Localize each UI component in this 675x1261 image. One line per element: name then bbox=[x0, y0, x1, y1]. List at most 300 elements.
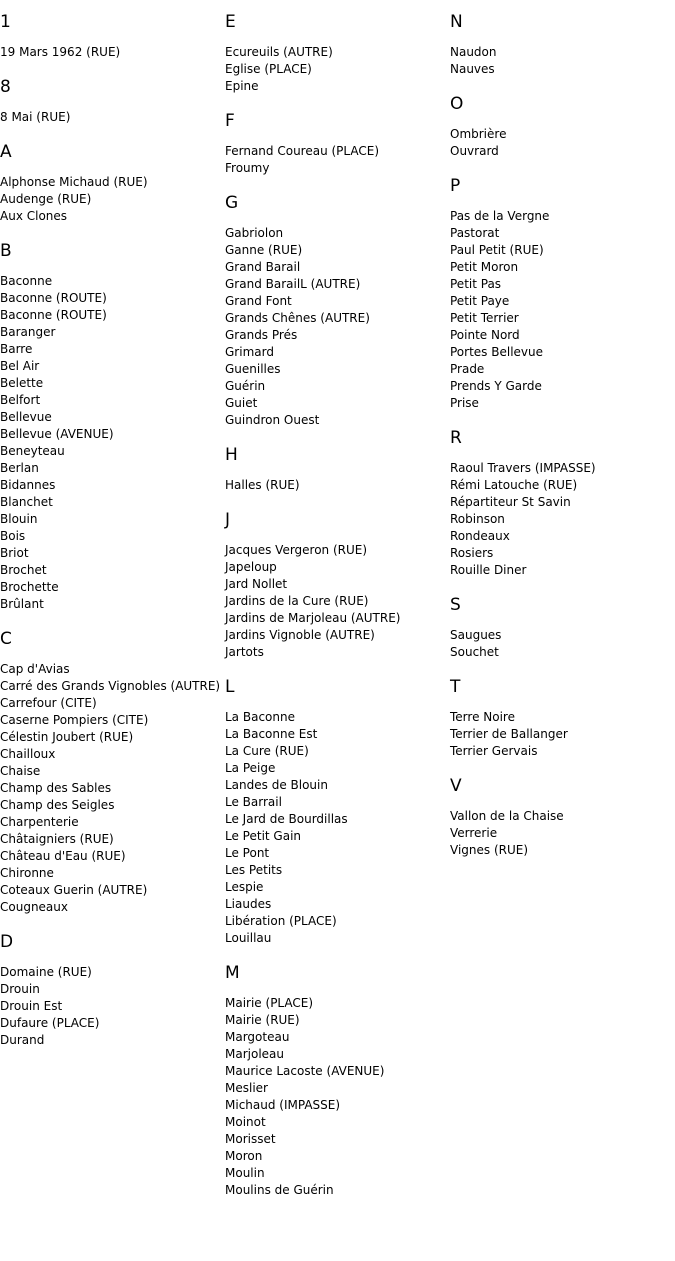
street-list-item bbox=[450, 511, 675, 528]
street-link-moron[interactable]: Moron bbox=[225, 1149, 263, 1163]
street-list-item bbox=[0, 545, 225, 562]
street-list-item bbox=[450, 825, 675, 842]
street-link-ecureuils-autre[interactable]: Ecureuils (AUTRE) bbox=[225, 45, 333, 59]
street-link-petit-moron[interactable]: Petit Moron bbox=[450, 260, 519, 274]
letter-heading: O bbox=[450, 94, 464, 114]
street-list-item bbox=[225, 78, 450, 95]
street-link-verrerie[interactable]: Verrerie bbox=[450, 826, 498, 840]
street-link-marjoleau[interactable]: Marjoleau bbox=[225, 1047, 284, 1061]
street-link-mairie-rue[interactable]: Mairie (RUE) bbox=[225, 1013, 300, 1027]
street-link-chaise[interactable]: Chaise bbox=[0, 764, 41, 778]
street-list-item bbox=[225, 344, 450, 361]
street-list-item bbox=[0, 899, 225, 916]
street-link-carre-des-grands-vignobles-autre[interactable]: Carré des Grands Vignobles (AUTRE) bbox=[0, 679, 221, 693]
street-list-item bbox=[225, 1114, 450, 1131]
street-list-item bbox=[0, 848, 225, 865]
letter-group-s bbox=[450, 595, 675, 661]
street-link-baconne-route[interactable]: Baconne (ROUTE) bbox=[0, 291, 107, 305]
street-list-item bbox=[225, 276, 450, 293]
street-link-moulins-de-guerin[interactable]: Moulins de Guérin bbox=[225, 1183, 334, 1197]
street-list-item bbox=[225, 627, 450, 644]
street-link-souchet[interactable]: Souchet bbox=[450, 645, 499, 659]
street-link-portes-bellevue[interactable]: Portes Bellevue bbox=[450, 345, 543, 359]
street-link-coteaux-guerin-autre[interactable]: Coteaux Guerin (AUTRE) bbox=[0, 883, 148, 897]
street-link-le-jard-de-bourdillas[interactable]: Le Jard de Bourdillas bbox=[225, 812, 348, 826]
street-link-bois[interactable]: Bois bbox=[0, 529, 26, 543]
street-list bbox=[225, 44, 450, 95]
street-link-les-petits[interactable]: Les Petits bbox=[225, 863, 283, 877]
street-list-item bbox=[225, 760, 450, 777]
street-link-pointe-nord[interactable]: Pointe Nord bbox=[450, 328, 520, 342]
street-list-item bbox=[0, 596, 225, 613]
street-link-jartots[interactable]: Jartots bbox=[225, 645, 264, 659]
letter-group-n bbox=[450, 12, 675, 78]
street-list-item bbox=[450, 808, 675, 825]
letter-group-l bbox=[225, 677, 450, 947]
street-list-item bbox=[0, 562, 225, 579]
street-link-barre[interactable]: Barre bbox=[0, 342, 33, 356]
street-list-item bbox=[225, 576, 450, 593]
street-link-rondeaux[interactable]: Rondeaux bbox=[450, 529, 510, 543]
street-link-la-cure-rue[interactable]: La Cure (RUE) bbox=[225, 744, 309, 758]
street-link-guerin[interactable]: Guérin bbox=[225, 379, 266, 393]
street-link-bellevue-avenue[interactable]: Bellevue (AVENUE) bbox=[0, 427, 114, 441]
street-list-item bbox=[450, 627, 675, 644]
street-link-aux-clones[interactable]: Aux Clones bbox=[0, 209, 68, 223]
street-link-belfort[interactable]: Belfort bbox=[0, 393, 41, 407]
letter-group-g bbox=[225, 193, 450, 429]
street-link-naudon[interactable]: Naudon bbox=[450, 45, 497, 59]
letter-group-a bbox=[0, 142, 225, 225]
street-list-item bbox=[225, 160, 450, 177]
letter-heading: 8 bbox=[0, 77, 11, 97]
street-list-item bbox=[450, 44, 675, 61]
letter-heading: B bbox=[0, 241, 12, 261]
street-list-item bbox=[450, 726, 675, 743]
street-list-item bbox=[225, 1029, 450, 1046]
street-list-item bbox=[0, 528, 225, 545]
letter-heading: T bbox=[450, 677, 461, 697]
street-list-item bbox=[0, 763, 225, 780]
letter-heading: 1 bbox=[0, 12, 11, 32]
street-list bbox=[0, 174, 225, 225]
letter-heading: C bbox=[0, 629, 12, 649]
letter-heading: P bbox=[450, 176, 461, 196]
street-link-pastorat[interactable]: Pastorat bbox=[450, 226, 500, 240]
street-list-item bbox=[0, 579, 225, 596]
street-list-item bbox=[450, 126, 675, 143]
street-link-chateau-d-eau-rue[interactable]: Château d'Eau (RUE) bbox=[0, 849, 126, 863]
street-list-item bbox=[450, 562, 675, 579]
street-list bbox=[450, 627, 675, 661]
letter-heading: L bbox=[225, 677, 235, 697]
street-link-grand-barail[interactable]: Grand Barail bbox=[225, 260, 301, 274]
street-link-fernand-coureau-place[interactable]: Fernand Coureau (PLACE) bbox=[225, 144, 380, 158]
street-link-domaine-rue[interactable]: Domaine (RUE) bbox=[0, 965, 92, 979]
street-list-item bbox=[0, 831, 225, 848]
street-list-item bbox=[450, 293, 675, 310]
letter-group-o bbox=[450, 94, 675, 160]
letter-group-h bbox=[225, 445, 450, 494]
street-link-bidannes[interactable]: Bidannes bbox=[0, 478, 56, 492]
street-link-grands-pres[interactable]: Grands Prés bbox=[225, 328, 298, 342]
street-link-jacques-vergeron-rue[interactable]: Jacques Vergeron (RUE) bbox=[225, 543, 368, 557]
street-link-maurice-lacoste-avenue[interactable]: Maurice Lacoste (AVENUE) bbox=[225, 1064, 385, 1078]
street-link-grimard[interactable]: Grimard bbox=[225, 345, 274, 359]
street-link-jardins-vignoble-autre[interactable]: Jardins Vignoble (AUTRE) bbox=[225, 628, 375, 642]
street-link-terre-noire[interactable]: Terre Noire bbox=[450, 710, 515, 724]
street-link-landes-de-blouin[interactable]: Landes de Blouin bbox=[225, 778, 328, 792]
street-list-item bbox=[0, 661, 225, 678]
street-list bbox=[450, 460, 675, 579]
street-list-item bbox=[450, 242, 675, 259]
street-list-item bbox=[225, 143, 450, 160]
street-list-item bbox=[225, 913, 450, 930]
street-list-item bbox=[225, 811, 450, 828]
street-link-prade[interactable]: Prade bbox=[450, 362, 485, 376]
letter-heading: E bbox=[225, 12, 236, 32]
street-link-beneyteau[interactable]: Beneyteau bbox=[0, 444, 65, 458]
street-link-la-peige[interactable]: La Peige bbox=[225, 761, 276, 775]
street-link-19-mars-1962-rue[interactable]: 19 Mars 1962 (RUE) bbox=[0, 45, 121, 59]
street-link-froumy[interactable]: Froumy bbox=[225, 161, 270, 175]
street-link-chailloux[interactable]: Chailloux bbox=[0, 747, 56, 761]
street-link-petit-pas[interactable]: Petit Pas bbox=[450, 277, 502, 291]
street-list-item bbox=[225, 896, 450, 913]
street-list bbox=[450, 44, 675, 78]
street-link-michaud-impasse[interactable]: Michaud (IMPASSE) bbox=[225, 1098, 341, 1112]
street-link-carrefour-cite[interactable]: Carrefour (CITE) bbox=[0, 696, 97, 710]
street-link-briot[interactable]: Briot bbox=[0, 546, 29, 560]
street-list-item bbox=[225, 709, 450, 726]
street-list-item bbox=[225, 395, 450, 412]
street-list-item bbox=[0, 780, 225, 797]
street-list bbox=[225, 542, 450, 661]
street-link-drouin[interactable]: Drouin bbox=[0, 982, 40, 996]
street-link-baranger[interactable]: Baranger bbox=[0, 325, 56, 339]
street-list-item bbox=[225, 1063, 450, 1080]
street-link-meslier[interactable]: Meslier bbox=[225, 1081, 268, 1095]
street-list bbox=[0, 964, 225, 1049]
street-list-item bbox=[450, 310, 675, 327]
street-list-item bbox=[450, 460, 675, 477]
street-link-blouin[interactable]: Blouin bbox=[0, 512, 38, 526]
street-link-robinson[interactable]: Robinson bbox=[450, 512, 505, 526]
street-list-item bbox=[450, 644, 675, 661]
letter-group-b bbox=[0, 241, 225, 613]
street-list-item bbox=[0, 375, 225, 392]
street-list-item bbox=[0, 191, 225, 208]
street-list-item bbox=[225, 1080, 450, 1097]
street-link-eglise-place[interactable]: Eglise (PLACE) bbox=[225, 62, 312, 76]
street-list-item bbox=[225, 610, 450, 627]
street-link-berlan[interactable]: Berlan bbox=[0, 461, 39, 475]
street-list-item bbox=[0, 341, 225, 358]
letter-group-r bbox=[450, 428, 675, 579]
street-list-item bbox=[225, 1046, 450, 1063]
street-link-cougneaux[interactable]: Cougneaux bbox=[0, 900, 68, 914]
street-list-item bbox=[0, 109, 225, 126]
street-link-terrier-de-ballanger[interactable]: Terrier de Ballanger bbox=[450, 727, 568, 741]
street-link-le-barrail[interactable]: Le Barrail bbox=[225, 795, 282, 809]
street-list-item bbox=[0, 273, 225, 290]
street-list-item bbox=[0, 392, 225, 409]
street-list-item bbox=[0, 494, 225, 511]
street-link-epine[interactable]: Epine bbox=[225, 79, 259, 93]
street-link-lespie[interactable]: Lespie bbox=[225, 880, 264, 894]
street-link-blanchet[interactable]: Blanchet bbox=[0, 495, 53, 509]
street-list-item bbox=[0, 208, 225, 225]
street-list-item bbox=[450, 477, 675, 494]
street-link-brochet[interactable]: Brochet bbox=[0, 563, 47, 577]
street-list-item bbox=[225, 293, 450, 310]
street-list bbox=[450, 808, 675, 859]
street-link-liaudes[interactable]: Liaudes bbox=[225, 897, 272, 911]
street-link-jardins-de-la-cure-rue[interactable]: Jardins de la Cure (RUE) bbox=[225, 594, 369, 608]
street-list bbox=[225, 995, 450, 1199]
street-list-item bbox=[450, 143, 675, 160]
letter-group-m bbox=[225, 963, 450, 1199]
street-link-grand-font[interactable]: Grand Font bbox=[225, 294, 292, 308]
street-link-jard-nollet[interactable]: Jard Nollet bbox=[225, 577, 288, 591]
street-link-charpenterie[interactable]: Charpenterie bbox=[0, 815, 79, 829]
street-list-item bbox=[225, 845, 450, 862]
street-list-item bbox=[0, 443, 225, 460]
street-list bbox=[0, 273, 225, 613]
letter-heading: F bbox=[225, 111, 235, 131]
street-link-le-petit-gain[interactable]: Le Petit Gain bbox=[225, 829, 302, 843]
street-link-petit-paye[interactable]: Petit Paye bbox=[450, 294, 510, 308]
letter-group-j bbox=[225, 510, 450, 661]
letter-heading: D bbox=[0, 932, 14, 952]
street-list-item bbox=[225, 259, 450, 276]
street-list-item bbox=[0, 814, 225, 831]
street-link-moinot[interactable]: Moinot bbox=[225, 1115, 266, 1129]
street-list bbox=[450, 208, 675, 412]
letter-group-d bbox=[0, 932, 225, 1049]
street-list-item bbox=[225, 61, 450, 78]
street-link-terrier-gervais[interactable]: Terrier Gervais bbox=[450, 744, 538, 758]
letter-heading: M bbox=[225, 963, 240, 983]
letter-heading: S bbox=[450, 595, 461, 615]
street-link-liberation-place[interactable]: Libération (PLACE) bbox=[225, 914, 337, 928]
street-link-bellevue[interactable]: Bellevue bbox=[0, 410, 52, 424]
street-link-gabriolon[interactable]: Gabriolon bbox=[225, 226, 284, 240]
street-link-prends-y-garde[interactable]: Prends Y Garde bbox=[450, 379, 542, 393]
street-list-item bbox=[0, 797, 225, 814]
street-list bbox=[0, 661, 225, 916]
street-link-prise[interactable]: Prise bbox=[450, 396, 479, 410]
street-list-item bbox=[450, 494, 675, 511]
street-list-item bbox=[225, 1131, 450, 1148]
street-list-item bbox=[0, 746, 225, 763]
street-link-raoul-travers-impasse[interactable]: Raoul Travers (IMPASSE) bbox=[450, 461, 596, 475]
street-list-item bbox=[450, 344, 675, 361]
street-link-bel-air[interactable]: Bel Air bbox=[0, 359, 40, 373]
street-list-item bbox=[225, 559, 450, 576]
letter-heading: H bbox=[225, 445, 238, 465]
street-list-item bbox=[0, 981, 225, 998]
street-list-item bbox=[225, 644, 450, 661]
street-link-morisset[interactable]: Morisset bbox=[225, 1132, 276, 1146]
street-list-item bbox=[225, 378, 450, 395]
street-list bbox=[0, 44, 225, 61]
letter-group-t bbox=[450, 677, 675, 760]
street-link-alphonse-michaud-rue[interactable]: Alphonse Michaud (RUE) bbox=[0, 175, 148, 189]
street-link-guiet[interactable]: Guiet bbox=[225, 396, 258, 410]
street-link-nauves[interactable]: Nauves bbox=[450, 62, 495, 76]
street-list-item bbox=[225, 1097, 450, 1114]
street-link-margoteau[interactable]: Margoteau bbox=[225, 1030, 290, 1044]
street-list-item bbox=[225, 593, 450, 610]
street-list-item bbox=[0, 324, 225, 341]
letter-heading: R bbox=[450, 428, 462, 448]
street-link-repartiteur-st-savin[interactable]: Répartiteur St Savin bbox=[450, 495, 571, 509]
street-list bbox=[0, 109, 225, 126]
street-list-item bbox=[450, 361, 675, 378]
street-link-vallon-de-la-chaise[interactable]: Vallon de la Chaise bbox=[450, 809, 564, 823]
street-list-item bbox=[450, 528, 675, 545]
street-list-item bbox=[225, 361, 450, 378]
letter-group-f bbox=[225, 111, 450, 177]
street-list-item bbox=[0, 865, 225, 882]
street-link-cap-d-avias[interactable]: Cap d'Avias bbox=[0, 662, 70, 676]
street-list-item bbox=[0, 44, 225, 61]
street-list-item bbox=[0, 460, 225, 477]
street-link-caserne-pompiers-cite[interactable]: Caserne Pompiers (CITE) bbox=[0, 713, 149, 727]
street-list-item bbox=[225, 743, 450, 760]
street-list-item bbox=[0, 1015, 225, 1032]
street-list-item bbox=[0, 695, 225, 712]
street-list-item bbox=[225, 794, 450, 811]
letter-group-p bbox=[450, 176, 675, 412]
street-list-item bbox=[225, 726, 450, 743]
street-link-mairie-place[interactable]: Mairie (PLACE) bbox=[225, 996, 314, 1010]
street-link-durand[interactable]: Durand bbox=[0, 1033, 45, 1047]
street-link-chataigniers-rue[interactable]: Châtaigniers (RUE) bbox=[0, 832, 114, 846]
street-link-la-baconne-est[interactable]: La Baconne Est bbox=[225, 727, 318, 741]
street-list-item bbox=[450, 545, 675, 562]
street-list-item bbox=[450, 259, 675, 276]
letter-group-e bbox=[225, 12, 450, 95]
street-link-ouvrard[interactable]: Ouvrard bbox=[450, 144, 499, 158]
letter-heading: A bbox=[0, 142, 12, 162]
street-list-item bbox=[225, 477, 450, 494]
street-link-brochette[interactable]: Brochette bbox=[0, 580, 59, 594]
street-link-grand-baraill-autre[interactable]: Grand BarailL (AUTRE) bbox=[225, 277, 361, 291]
street-list-item bbox=[225, 828, 450, 845]
letter-group-1 bbox=[0, 12, 225, 61]
street-link-brulant[interactable]: Brûlant bbox=[0, 597, 44, 611]
street-link-chironne[interactable]: Chironne bbox=[0, 866, 54, 880]
street-list-item bbox=[225, 327, 450, 344]
street-link-saugues[interactable]: Saugues bbox=[450, 628, 502, 642]
street-list-item bbox=[0, 358, 225, 375]
street-link-louillau[interactable]: Louillau bbox=[225, 931, 272, 945]
street-list-item bbox=[225, 542, 450, 559]
letter-heading: V bbox=[450, 776, 462, 796]
street-list-item bbox=[0, 882, 225, 899]
street-link-ganne-rue[interactable]: Ganne (RUE) bbox=[225, 243, 303, 257]
street-list-item bbox=[450, 378, 675, 395]
street-link-drouin-est[interactable]: Drouin Est bbox=[0, 999, 63, 1013]
street-list bbox=[225, 225, 450, 429]
street-link-dufaure-place[interactable]: Dufaure (PLACE) bbox=[0, 1016, 100, 1030]
street-link-jardins-de-marjoleau-autre[interactable]: Jardins de Marjoleau (AUTRE) bbox=[225, 611, 401, 625]
street-list-item bbox=[0, 477, 225, 494]
street-list-item bbox=[225, 879, 450, 896]
street-list-item bbox=[450, 276, 675, 293]
street-list bbox=[225, 477, 450, 494]
street-list-item bbox=[450, 61, 675, 78]
letter-group-v bbox=[450, 776, 675, 859]
street-link-remi-latouche-rue[interactable]: Rémi Latouche (RUE) bbox=[450, 478, 578, 492]
street-list-item bbox=[225, 862, 450, 879]
street-link-moulin[interactable]: Moulin bbox=[225, 1166, 265, 1180]
street-list-item bbox=[0, 1032, 225, 1049]
street-list-item bbox=[0, 307, 225, 324]
street-list bbox=[450, 709, 675, 760]
street-list-item bbox=[0, 409, 225, 426]
index-column-3 bbox=[450, 0, 675, 875]
street-link-grands-chenes-autre[interactable]: Grands Chênes (AUTRE) bbox=[225, 311, 370, 325]
street-link-le-pont[interactable]: Le Pont bbox=[225, 846, 270, 860]
street-list-item bbox=[450, 842, 675, 859]
street-list-item bbox=[225, 310, 450, 327]
street-list-item bbox=[450, 327, 675, 344]
street-link-baconne-route[interactable]: Baconne (ROUTE) bbox=[0, 308, 107, 322]
street-link-audenge-rue[interactable]: Audenge (RUE) bbox=[0, 192, 92, 206]
street-list-item bbox=[0, 426, 225, 443]
street-list-item bbox=[450, 225, 675, 242]
index-column-1 bbox=[0, 0, 225, 1065]
street-link-rosiers[interactable]: Rosiers bbox=[450, 546, 494, 560]
street-link-guenilles[interactable]: Guenilles bbox=[225, 362, 281, 376]
street-link-paul-petit-rue[interactable]: Paul Petit (RUE) bbox=[450, 243, 544, 257]
street-list-item bbox=[450, 743, 675, 760]
street-link-vignes-rue[interactable]: Vignes (RUE) bbox=[450, 843, 529, 857]
letter-heading: N bbox=[450, 12, 463, 32]
street-link-baconne[interactable]: Baconne bbox=[0, 274, 53, 288]
street-list bbox=[225, 709, 450, 947]
street-link-belette[interactable]: Belette bbox=[0, 376, 44, 390]
street-link-petit-terrier[interactable]: Petit Terrier bbox=[450, 311, 519, 325]
street-link-pas-de-la-vergne[interactable]: Pas de la Vergne bbox=[450, 209, 550, 223]
street-link-ombriere[interactable]: Ombrière bbox=[450, 127, 507, 141]
street-list-item bbox=[0, 964, 225, 981]
street-list-item bbox=[225, 225, 450, 242]
street-list-item bbox=[0, 511, 225, 528]
street-list-item bbox=[225, 1148, 450, 1165]
street-link-halles-rue[interactable]: Halles (RUE) bbox=[225, 478, 300, 492]
street-list-item bbox=[0, 729, 225, 746]
street-link-japeloup[interactable]: Japeloup bbox=[225, 560, 277, 574]
street-list bbox=[225, 143, 450, 177]
street-link-champ-des-sables[interactable]: Champ des Sables bbox=[0, 781, 112, 795]
street-link-champ-des-seigles[interactable]: Champ des Seigles bbox=[0, 798, 115, 812]
street-link-la-baconne[interactable]: La Baconne bbox=[225, 710, 295, 724]
street-list bbox=[450, 126, 675, 160]
letter-group-8 bbox=[0, 77, 225, 126]
street-link-guindron-ouest[interactable]: Guindron Ouest bbox=[225, 413, 320, 427]
street-link-celestin-joubert-rue[interactable]: Célestin Joubert (RUE) bbox=[0, 730, 134, 744]
letter-heading: J bbox=[225, 510, 231, 530]
street-link-rouille-diner[interactable]: Rouille Diner bbox=[450, 563, 527, 577]
street-list-item bbox=[0, 998, 225, 1015]
street-list-item bbox=[225, 242, 450, 259]
street-link-8-mai-rue[interactable]: 8 Mai (RUE) bbox=[0, 110, 71, 124]
street-list-item bbox=[225, 412, 450, 429]
